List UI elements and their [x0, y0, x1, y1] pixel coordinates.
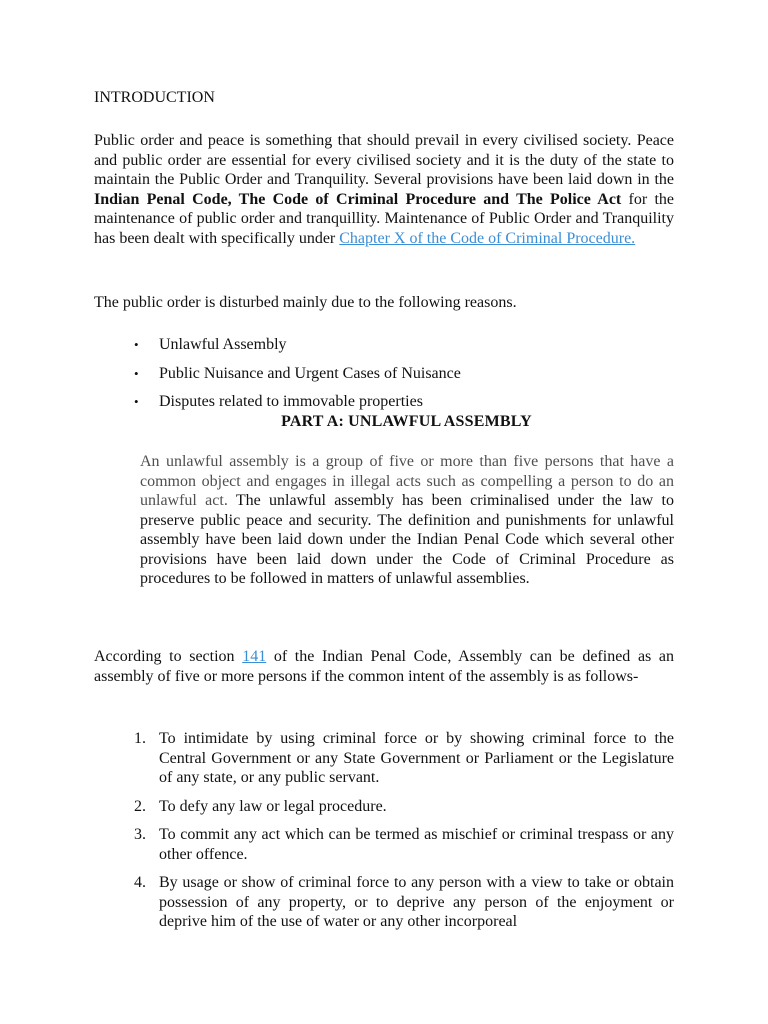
list-item: • Unlawful Assembly	[130, 335, 670, 355]
intro-paragraph	[94, 131, 674, 248]
section-141-paragraph	[94, 647, 674, 686]
item-number: 4.	[134, 874, 146, 891]
list-item	[134, 825, 674, 864]
item-text: By usage or show of criminal force to any person with a view to take or obtain possession of any property, or to deprive any person of the enjoyment or deprive him of the use of water or any other incorporeal	[159, 874, 674, 930]
list-item: • Disputes related to immovable properties	[130, 392, 670, 412]
reasons-intro: The public order is disturbed mainly due to the following reasons.	[94, 294, 517, 311]
section-heading: INTRODUCTION	[94, 89, 215, 106]
item-text: To commit any act which can be termed as mischief or criminal trespass or any other offence.	[159, 826, 674, 863]
section-141-link[interactable]: 141	[242, 648, 267, 665]
chapter-x-link[interactable]: Chapter X of the Code of Criminal Procedure.	[339, 229, 636, 247]
part-a-text: The unlawful assembly has been criminalised under the law to preserve public peace and security. The definition and punishments for unlawful assembly have been laid down under the Indian Penal Code which several other provisions have been laid down under the Code of Criminal Procedure as procedures to be followed in matters of unlawful assemblies.	[140, 492, 674, 587]
section-text-after: of the Indian Penal Code, Assembly can be defined as an assembly of five or more persons if the common intent of the assembly is as follows-	[94, 648, 674, 685]
part-a-title: PART A: UNLAWFUL ASSEMBLY	[281, 413, 532, 430]
list-item: • Public Nuisance and Urgent Cases of Nuisance	[130, 364, 670, 384]
reasons-list	[130, 335, 670, 421]
intent-list	[134, 729, 674, 941]
section-text-before: According to section	[94, 648, 243, 665]
list-item	[134, 797, 674, 817]
item-number: 3.	[134, 826, 146, 843]
intro-text-1: Public order and peace is something that should prevail in every civilised society. Peace and public order are essential for every civilised society and it is the duty of the state to maintain the Public Order and Tranquility. Several provisions have been laid down in the	[94, 132, 674, 188]
item-number: 2.	[134, 797, 146, 815]
list-item	[134, 729, 674, 788]
part-a-paragraph	[140, 452, 674, 589]
intro-bold-laws: Indian Penal Code, The Code of Criminal Procedure and The Police Act	[94, 190, 622, 208]
item-number: 1.	[134, 730, 146, 747]
list-item	[134, 873, 674, 932]
part-a-grey-text: An unlawful assembly is a group of five or more than five persons that have a common object and engages in illegal acts such as compelling a person to do an unlawful act.	[140, 453, 674, 509]
item-text: To defy any law or legal procedure.	[159, 797, 387, 815]
item-text: To intimidate by using criminal force or by showing criminal force to the Central Government or any State Government or Parliament or the Legislature of any state, or any public servant.	[159, 730, 674, 786]
intro-text-2: for the maintenance of public order and tranquillity. Maintenance of Public Order and Tranquility has been dealt with specifically under	[94, 190, 674, 247]
